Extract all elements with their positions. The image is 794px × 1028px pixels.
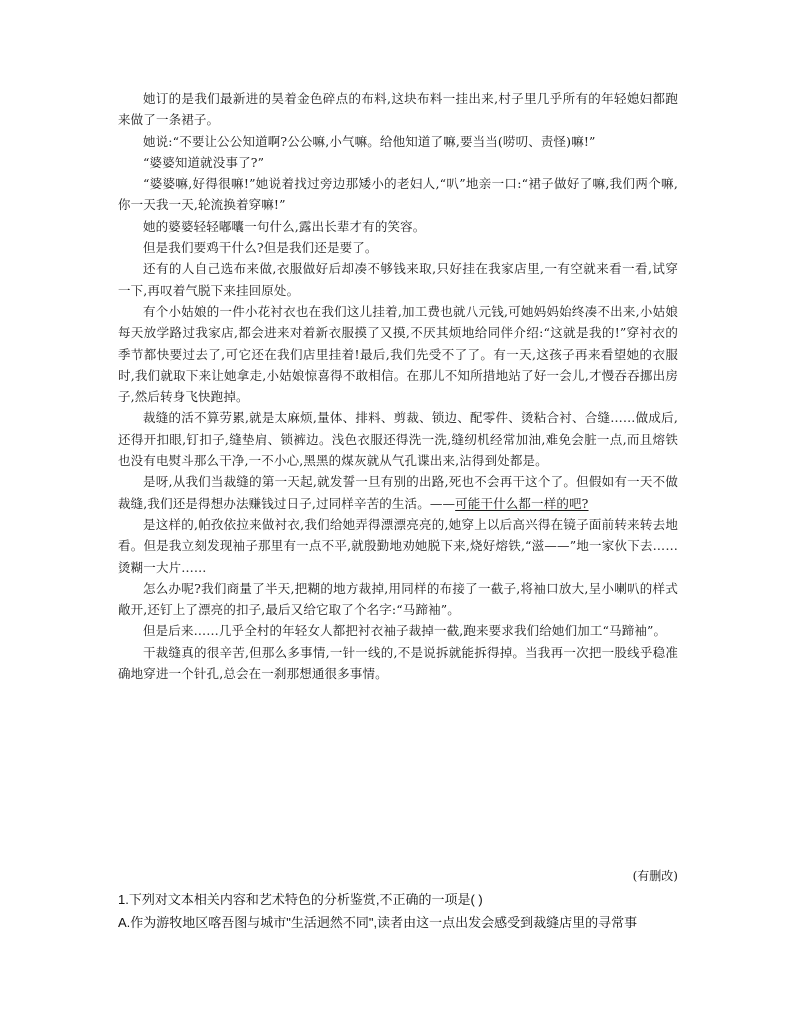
passage-paragraph: “婆婆知道就没事了?” (143, 154, 265, 170)
question-1-option-a: A.作为游牧地区喀吾图与城市"生活迥然不同",读者由这一点出发会感受到裁缝店里的寻常事 (118, 915, 638, 930)
passage-paragraph: 但是后来……几乎全村的年轻女人都把衬衣袖子裁掉一截,跑来要求我们给她们加工“马蹄袖”。 (143, 623, 667, 639)
passage-paragraph: 还有的人自己选布来做,衣服做好后却凑不够钱来取,只好挂在我家店里,一有空就来看一看,试穿一下,再叹着气脱下来挂回原处。 (118, 261, 678, 298)
passage-paragraph: 但是我们要鸡干什么?但是我们还是要了。 (143, 240, 378, 256)
passage-paragraph: 干裁缝真的很辛苦,但那么多事情,一针一线的,不是说拆就能拆得掉。当我再一次把一股线乎稳准确地穿进一个针孔,总会在一刹那想通很多事情。 (118, 644, 678, 682)
question-section (118, 888, 678, 934)
question-1-stem: 1.下列对文本相关内容和艺术特色的分析鉴赏,不正确的一项是( ) (118, 892, 483, 907)
passage-paragraph: 是这样的,帕孜依拉来做衬衣,我们给她弄得漂漂亮亮的,她穿上以后高兴得在镜子面前转来转去地看。但是我立刻发现袖子那里有一点不平,就殷勤地劝她脱下来,烧好熔铁,“滋——”地一家伙下去……烫糊一大片…… (118, 516, 678, 575)
passage-paragraph: 有个小姑娘的一件小花衬衣也在我们这儿挂着,加工费也就八元钱,可她妈妈始终凑不出来,小姑娘每天放学路过我家店,都会进来对着新衣服摸了又摸,不厌其烦地给同伴介绍:“这就是我的!”穿衬衣的季节都快要过去了,可它还在我们店里挂着!最后,我们先受不了了。有一天,这孩子再来看望她的衣服时,我们就取下来让她拿走,小姑娘惊喜得不敢相信。在那儿不知所措地站了好一会儿,才慢吞吞挪出房子,然后转身飞快跑掉。 (118, 303, 678, 405)
underlined-phrase: 可能干什么都一样的吧? (455, 495, 589, 511)
passage-paragraph: “婆婆嘛,好得很嘛!”她说着找过旁边那矮小的老妇人,“叭”地亲一口:“裙子做好了嘛,我们两个嘛,你一天我一天,轮流换着穿嘛!” (118, 176, 678, 213)
passage-paragraph: 裁缝的活不算劳累,就是太麻烦,量体、排料、剪裁、锁边、配零件、烫粘合衬、合缝……做成后,还得开扣眼,钉扣子,缝垫肩、锁裤边。浅色衣服还得洗一洗,缝纫机经常加油,难免会脏一点,而且熔铁也没有电熨斗那么干净,一不小心,黑黑的煤灰就从气孔谍出来,沾得到处都是。 (118, 410, 678, 469)
abridged-note: (有删改) (632, 869, 678, 883)
reading-passage (118, 88, 678, 684)
passage-paragraph: 怎么办呢?我们商量了半天,把糊的地方裁掉,用同样的布接了一截子,将袖口放大,呈小喇叭的样式敞开,还钉上了漂亮的扣子,最后又给它取了个名字:“马蹄袖”。 (118, 580, 678, 618)
passage-paragraph-text: 是呀,从我们当裁缝的第一天起,就发誓一旦有别的出路,死也不会再干这个了。但假如有一天不做裁缝,我们还是得想办法赚钱过日子,过同样辛苦的生活。—— (118, 474, 678, 511)
passage-paragraph: 她的婆婆轻轻嘟囔一句什么,露出长辈才有的笑容。 (143, 218, 426, 234)
passage-paragraph: 她订的是我们最新进的昊着金色碎点的布料,这块布料一挂出来,村子里几乎所有的年轻媳妇都跑来做了一条裙子。 (118, 91, 678, 128)
passage-paragraph: 她说:“不要让公公知道啊?公公嘛,小气嘛。给他知道了嘛,要当当(唠叨、责怪)嘛!” (143, 133, 596, 149)
passage-paragraph (118, 471, 678, 514)
